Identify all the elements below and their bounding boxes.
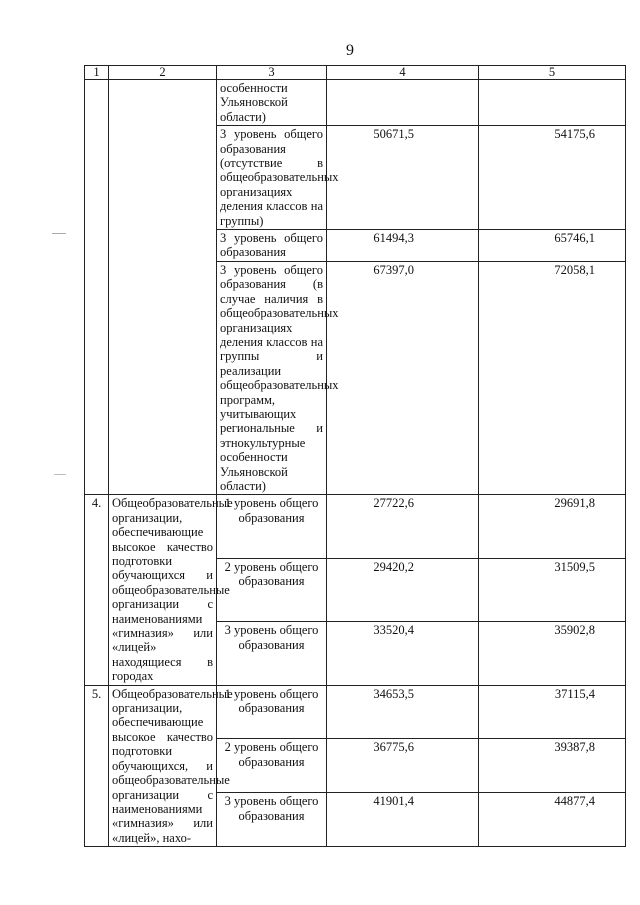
value-col4: 61494,3 <box>327 230 479 262</box>
value-col4: 50671,5 <box>327 126 479 230</box>
col-header-5: 5 <box>479 66 626 80</box>
col-header-3: 3 <box>217 66 327 80</box>
col-header-2: 2 <box>109 66 217 80</box>
value-col5: 31509,5 <box>479 558 626 621</box>
value-col5 <box>479 80 626 126</box>
scan-mark <box>54 474 66 475</box>
value-col4 <box>327 80 479 126</box>
value-col4: 29420,2 <box>327 558 479 621</box>
organization-type <box>109 80 217 495</box>
education-level: 3 уровень общего образования <box>217 230 327 262</box>
tariff-table <box>84 65 626 847</box>
education-level: 2 уровень общего образования <box>217 739 327 793</box>
value-col5: 35902,8 <box>479 622 626 685</box>
value-col4: 34653,5 <box>327 685 479 739</box>
value-col5: 29691,8 <box>479 495 626 558</box>
col-header-1: 1 <box>85 66 109 80</box>
row-number: 5. <box>85 685 109 846</box>
organization-type: Общеобразовательные организации, обеспечивающие высокое качество подготовки обучающихся и общеобразовательные организации с наименованиями «гимназия» или «лицей» находящиеся в городах <box>109 495 217 685</box>
value-col4: 27722,6 <box>327 495 479 558</box>
value-col5: 54175,6 <box>479 126 626 230</box>
scan-mark <box>52 233 66 234</box>
table-row <box>85 495 626 558</box>
value-col5: 44877,4 <box>479 793 626 847</box>
row-number <box>85 80 109 495</box>
value-col4: 33520,4 <box>327 622 479 685</box>
education-level: 3 уровень общего образования <box>217 622 327 685</box>
education-level: 3 уровень общего образования (в случае наличия в общеобразовательных организациях деления классов на группы и реализации общеобразовательных программ, учитывающих региональные и этнокультурные особенности Ульяновской области) <box>217 261 327 495</box>
table-row <box>85 80 626 126</box>
organization-type: Общеобразовательные организации, обеспечивающие высокое качество подготовки обучающихся, и общеобразовательные организации с наименованиями «гимназия» или «лицей», нахо- <box>109 685 217 846</box>
value-col5: 39387,8 <box>479 739 626 793</box>
value-col5: 37115,4 <box>479 685 626 739</box>
value-col5: 72058,1 <box>479 261 626 495</box>
education-level: особенности Ульяновской области) <box>217 80 327 126</box>
header-row <box>85 66 626 80</box>
table-row <box>85 685 626 739</box>
page-number: 9 <box>346 42 354 59</box>
col-header-4: 4 <box>327 66 479 80</box>
value-col4: 41901,4 <box>327 793 479 847</box>
row-number: 4. <box>85 495 109 685</box>
value-col4: 67397,0 <box>327 261 479 495</box>
education-level: 1 уровень общего образования <box>217 495 327 558</box>
value-col5: 65746,1 <box>479 230 626 262</box>
value-col4: 36775,6 <box>327 739 479 793</box>
education-level: 2 уровень общего образования <box>217 558 327 621</box>
education-level: 1 уровень общего образования <box>217 685 327 739</box>
education-level: 3 уровень общего образования (отсутствие в общеобразовательных организациях деления классов на группы) <box>217 126 327 230</box>
education-level: 3 уровень общего образования <box>217 793 327 847</box>
